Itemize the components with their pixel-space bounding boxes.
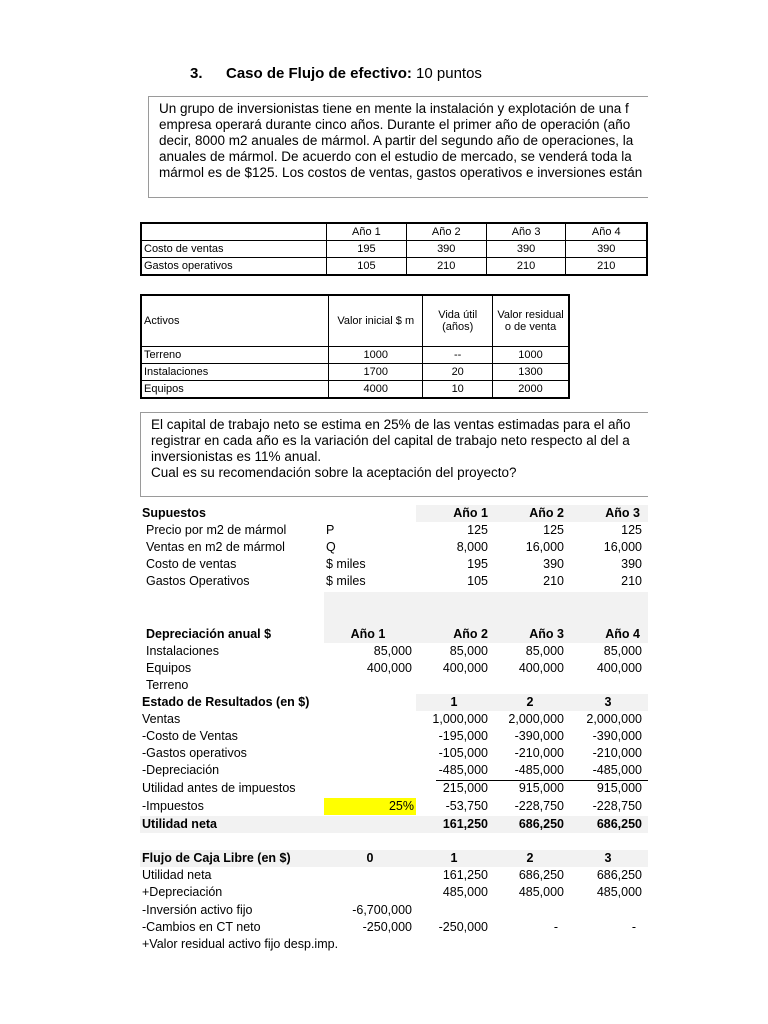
supuestos-title: Supuestos [142, 506, 206, 520]
table-cell: 210 [566, 258, 647, 276]
table-cell: 390 [566, 241, 647, 258]
value-cell: 85,000 [603, 644, 642, 658]
period-header: 1 [450, 851, 458, 865]
section-number: 3. [190, 65, 203, 82]
table-cell: Costo de ventas [141, 241, 327, 258]
value-cell: 215,000 [442, 781, 488, 795]
table-cell: 4000 [329, 381, 423, 399]
table-cell [141, 223, 327, 241]
table-row [140, 539, 648, 556]
year-header: Año 1 [350, 627, 386, 641]
value-cell: -485,000 [438, 763, 488, 777]
row-unit: P [326, 523, 335, 537]
value-cell: 16,000 [603, 540, 642, 554]
table-row [140, 867, 648, 884]
period-header: 2 [526, 695, 534, 709]
row-label: -Depreciación [142, 763, 220, 777]
period-header: 3 [604, 695, 612, 709]
table-row [140, 745, 648, 762]
intro-textbox [148, 96, 648, 198]
value-cell: -485,000 [592, 763, 642, 777]
value-cell: -250,000 [362, 920, 412, 934]
table-cell: 195 [327, 241, 407, 258]
value-cell: 485,000 [596, 885, 642, 899]
value-cell: 915,000 [596, 781, 642, 795]
row-label: -Costo de Ventas [142, 729, 238, 743]
row-unit: $ miles [326, 574, 366, 588]
period-header: 3 [604, 851, 612, 865]
intro-line: decir, 8000 m2 anuales de mármol. A partir del segundo año de operaciones, la [159, 133, 634, 148]
row-label: Instalaciones [146, 644, 219, 658]
value-cell: 210 [621, 574, 642, 588]
value-cell: 390 [621, 557, 642, 571]
table-cell: 10 [423, 381, 493, 399]
table-cell: -- [423, 347, 493, 364]
value-cell: 686,250 [518, 868, 564, 882]
table-cell: 1700 [329, 364, 423, 381]
costs-table [140, 222, 648, 276]
table-cell: 1000 [329, 347, 423, 364]
table-row [140, 728, 648, 745]
intro-line: mármol es de $125. Los costos de ventas, gastos operativos e inversiones están [159, 165, 643, 180]
year-header: Año 2 [529, 506, 564, 520]
row-label: +Depreciación [142, 885, 223, 899]
section-title-text: Caso de Flujo de efectivo: [226, 65, 412, 82]
table-row [140, 816, 648, 833]
value-cell: 210 [543, 574, 564, 588]
row-label: +Valor residual activo fijo desp.imp. [142, 937, 339, 951]
row-label: -Gastos operativos [142, 746, 247, 760]
value-cell: -210,000 [592, 746, 642, 760]
value-cell: 195 [467, 557, 488, 571]
table-header-cell: Valor residual o de venta [493, 295, 569, 347]
table-cell: 105 [327, 258, 407, 276]
value-cell: -53,750 [445, 799, 488, 813]
table-row [140, 711, 648, 728]
value-cell: 125 [543, 523, 564, 537]
year-header: Año 3 [529, 627, 564, 641]
value-cell: -228,750 [514, 799, 564, 813]
value-cell: -210,000 [514, 746, 564, 760]
value-cell: 915,000 [518, 781, 564, 795]
value-cell: - [553, 920, 558, 934]
row-label: Terreno [146, 678, 189, 692]
value-cell: 161,250 [442, 868, 488, 882]
table-row [140, 677, 648, 694]
value-cell: 400,000 [596, 661, 642, 675]
year-header: Año 1 [453, 506, 488, 520]
table-row [140, 643, 648, 660]
intro-line: Un grupo de inversionistas tiene en mente la instalación y explotación de una f [159, 101, 629, 116]
table-header-cell: Valor inicial $ m [329, 295, 423, 347]
table-header-cell: Año 4 [566, 223, 647, 241]
row-label: Ventas en m2 de mármol [146, 540, 285, 554]
row-label: Gastos Operativos [146, 574, 250, 588]
table-row [141, 364, 569, 381]
assets-table [140, 294, 570, 399]
table-cell: Instalaciones [141, 364, 329, 381]
value-cell: 485,000 [442, 885, 488, 899]
row-unit: $ miles [326, 557, 366, 571]
value-cell: -390,000 [592, 729, 642, 743]
table-cell: 390 [486, 241, 566, 258]
intro-line: anuales de mármol. De acuerdo con el estudio de mercado, se venderá toda la [159, 149, 632, 164]
value-cell: 105 [467, 574, 488, 588]
period-header: 0 [366, 851, 374, 865]
table-cell: 2000 [493, 381, 569, 399]
period-header: 1 [450, 695, 458, 709]
value-cell: 85,000 [373, 644, 412, 658]
table-header-row [141, 223, 647, 241]
table-cell: 1000 [493, 347, 569, 364]
value-cell: 1,000,000 [432, 712, 488, 726]
table-row [140, 780, 648, 797]
capital-line: inversionistas es 11% anual. [151, 449, 322, 464]
value-cell: 686,250 [518, 817, 564, 831]
value-cell: -390,000 [514, 729, 564, 743]
row-label: -Inversión activo fijo [142, 903, 253, 917]
value-cell: 125 [467, 523, 488, 537]
value-cell: 2,000,000 [586, 712, 642, 726]
table-row [140, 556, 648, 573]
capital-line: El capital de trabajo neto se estima en 25% de las ventas estimadas para el año [151, 417, 631, 432]
value-cell: 400,000 [366, 661, 412, 675]
table-row [141, 258, 647, 276]
row-label: Utilidad antes de impuestos [142, 781, 296, 795]
row-label: Ventas [142, 712, 181, 726]
table-row [140, 522, 648, 539]
value-cell: 125 [621, 523, 642, 537]
table-cell: 210 [406, 258, 486, 276]
flujo-title: Flujo de Caja Libre (en $) [142, 851, 291, 865]
value-cell: -250,000 [438, 920, 488, 934]
row-label: -Impuestos [142, 799, 204, 813]
value-cell: 686,250 [596, 868, 642, 882]
row-label: Precio por m2 de mármol [146, 523, 287, 537]
table-cell: Gastos operativos [141, 258, 327, 276]
period-header: 2 [526, 851, 534, 865]
depreciacion-header-row [140, 626, 648, 643]
intro-line: empresa operará durante cinco años. Durante el primer año de operación (año [159, 117, 631, 132]
table-header-row [141, 295, 569, 347]
table-row [140, 936, 648, 953]
capital-line: registrar en cada año es la variación del capital de trabajo neto respecto al del a [151, 433, 630, 448]
value-cell: -195,000 [438, 729, 488, 743]
value-cell: 85,000 [449, 644, 488, 658]
value-cell: 400,000 [442, 661, 488, 675]
value-cell: -6,700,000 [352, 903, 412, 917]
table-header-cell: Año 1 [327, 223, 407, 241]
table-row [141, 381, 569, 399]
row-label: -Cambios en CT neto [142, 920, 261, 934]
capital-line: Cual es su recomendación sobre la aceptación del proyecto? [151, 465, 517, 480]
row-unit: Q [326, 540, 336, 554]
row-label: Utilidad neta [142, 817, 218, 831]
table-header-cell: Vida útil (años) [423, 295, 493, 347]
capital-textbox [140, 412, 648, 497]
table-row [141, 241, 647, 258]
section-points: 10 puntos [411, 65, 482, 82]
table-row [140, 573, 648, 590]
year-header: Año 4 [605, 627, 640, 641]
tax-rate-cell: 25% [324, 798, 416, 815]
table-row [140, 902, 648, 919]
value-cell: 161,250 [442, 817, 488, 831]
table-header-cell: Año 3 [486, 223, 566, 241]
row-label: Costo de ventas [146, 557, 237, 571]
table-cell: 1300 [493, 364, 569, 381]
value-cell: - [631, 920, 636, 934]
value-cell: 85,000 [525, 644, 564, 658]
table-cell: Equipos [141, 381, 329, 399]
value-cell: 8,000 [456, 540, 488, 554]
value-cell: 485,000 [518, 885, 564, 899]
table-cell: 210 [486, 258, 566, 276]
value-cell: 400,000 [518, 661, 564, 675]
value-cell: 2,000,000 [508, 712, 564, 726]
spreadsheet [140, 505, 648, 955]
table-row [140, 884, 648, 901]
flujo-header-row [140, 850, 648, 867]
table-row [140, 660, 648, 677]
table-row [140, 798, 648, 815]
table-header-cell: Activos [141, 295, 329, 347]
table-cell: 390 [406, 241, 486, 258]
year-header: Año 2 [453, 627, 488, 641]
table-row [140, 919, 648, 936]
resultados-title: Estado de Resultados (en $) [142, 695, 310, 709]
table-header-cell: Año 2 [406, 223, 486, 241]
depreciacion-title: Depreciación anual $ [146, 627, 272, 641]
value-cell: -228,750 [592, 799, 642, 813]
year-header: Año 3 [605, 506, 640, 520]
value-cell: 390 [543, 557, 564, 571]
table-cell: 20 [423, 364, 493, 381]
resultados-header-row [140, 694, 648, 711]
table-row [140, 762, 648, 779]
value-cell: 686,250 [596, 817, 642, 831]
row-label: Utilidad neta [142, 868, 212, 882]
table-row [141, 347, 569, 364]
value-cell: -105,000 [438, 746, 488, 760]
table-cell: Terreno [141, 347, 329, 364]
row-label: Equipos [146, 661, 192, 675]
value-cell: 16,000 [525, 540, 564, 554]
value-cell: -485,000 [514, 763, 564, 777]
section-title [226, 65, 482, 82]
supuestos-header-row [140, 505, 648, 522]
